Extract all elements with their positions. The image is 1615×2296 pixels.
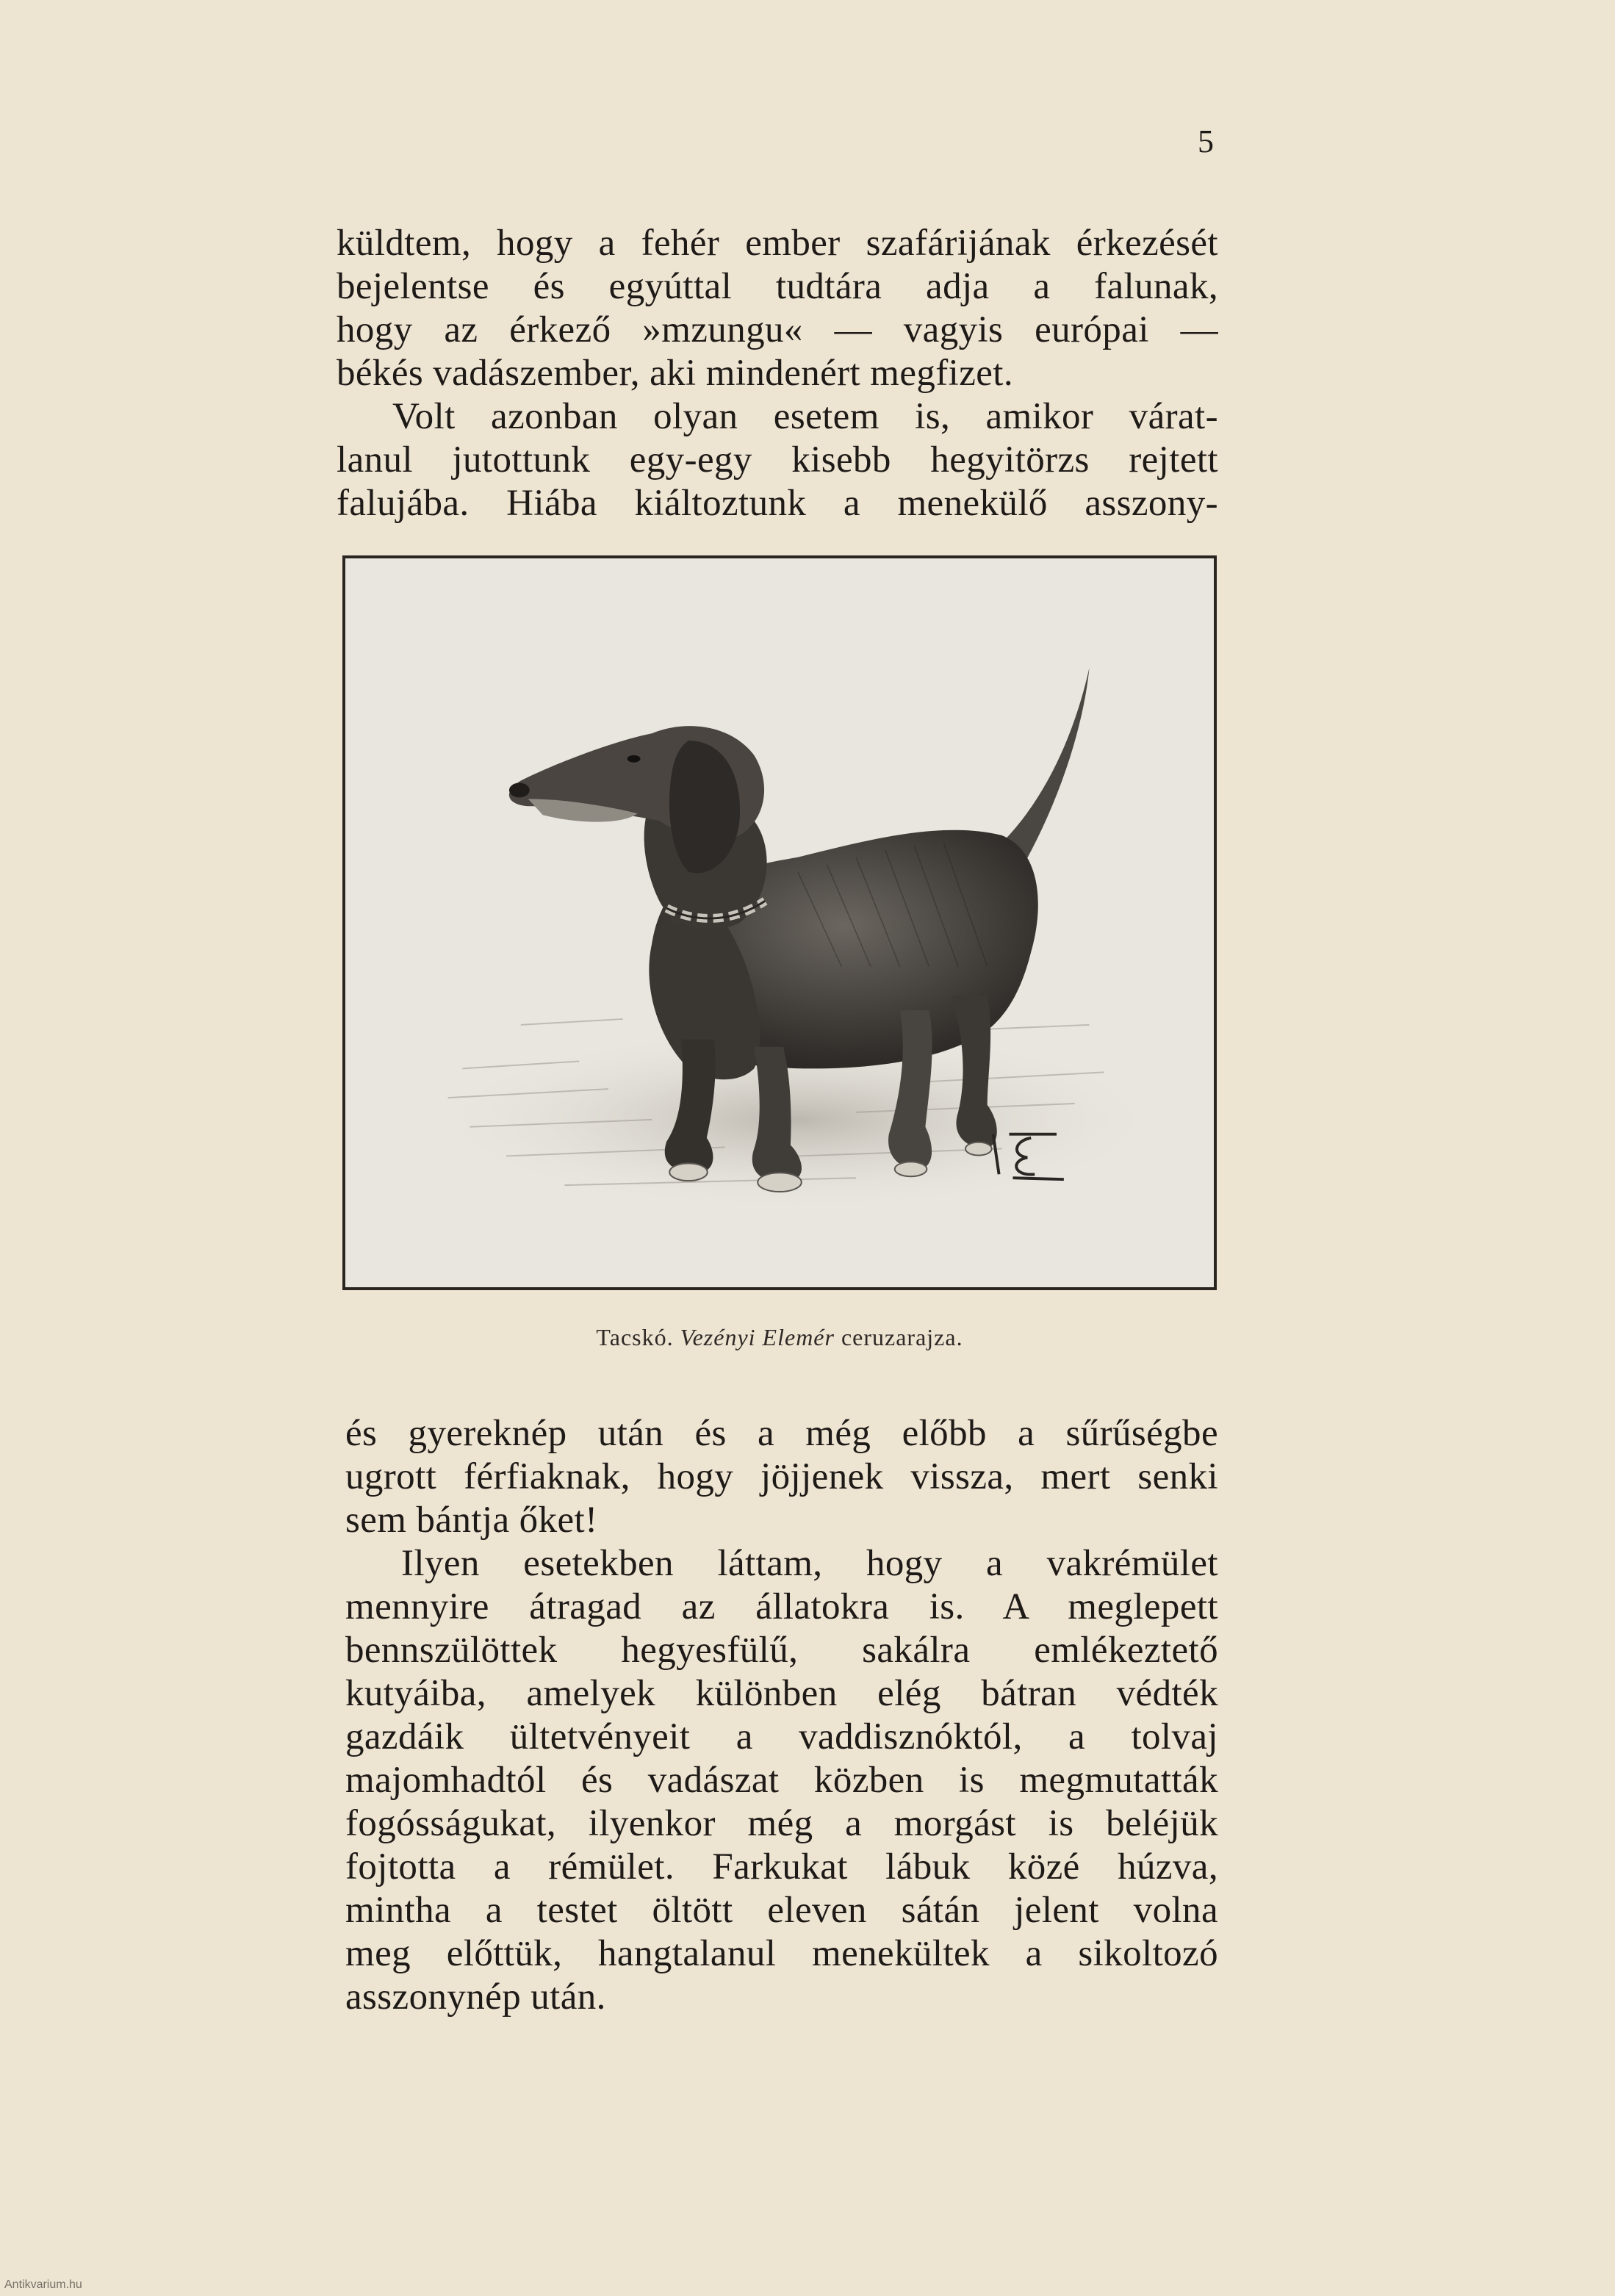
text-line: bennszülöttek hegyesfülű, sakálra emlékeztető [345, 1630, 1218, 1671]
bottom-paragraph [345, 1412, 1218, 2019]
top-paragraph [337, 222, 1218, 525]
text-line: gazdáik ültetvényeit a vaddisznóktól, a tolvaj [345, 1716, 1218, 1757]
text-line: lanul jutottunk egy-egy kisebb hegyitörzs rejtett [337, 439, 1218, 481]
text-line: fogósságukat, ilyenkor még a morgást is beléjük [345, 1803, 1218, 1844]
text-line: fojtotta a rémület. Farkukat lábuk közé húzva, [345, 1846, 1218, 1887]
text-line: hogy az érkező »mzungu« — vagyis európai — [337, 309, 1218, 350]
text-line: meg előttük, hangtalanul menekültek a sikoltozó [345, 1933, 1218, 1974]
text-line: Volt azonban olyan esetem is, amikor várat- [392, 396, 1218, 437]
text-line: Ilyen esetekben láttam, hogy a vakrémület [401, 1543, 1218, 1584]
caption-title: Tacskó. [596, 1324, 674, 1350]
text-line: majomhadtól és vadászat közben is megmutatták [345, 1760, 1218, 1801]
text-line: békés vadászember, aki mindenért megfizet. [337, 353, 1014, 394]
text-line: kutyáiba, amelyek különben elég bátran védték [345, 1673, 1218, 1714]
illustration-caption [342, 1322, 1217, 1352]
text-line: falujába. Hiába kiáltoztunk a menekülő asszony- [337, 483, 1218, 524]
caption-medium: ceruzarajza. [841, 1324, 963, 1350]
text-line: és gyereknép után és a még előbb a sűrűségbe [345, 1413, 1218, 1454]
dachshund-pencil-drawing [345, 558, 1214, 1287]
watermark: Antikvarium.hu [4, 2278, 82, 2291]
text-line: mintha a testet öltött eleven sátán jelent volna [345, 1890, 1218, 1931]
text-line: asszonynép után. [345, 1976, 606, 2018]
text-line: ugrott férfiaknak, hogy jöjjenek vissza, mert senki [345, 1456, 1218, 1497]
page-number: 5 [1198, 123, 1214, 159]
text-line: mennyire átragad az állatokra is. A meglepett [345, 1586, 1218, 1627]
text-line: bejelentse és egyúttal tudtára adja a falunak, [337, 266, 1218, 307]
illustration-frame [342, 555, 1217, 1290]
caption-artist: Vezényi Elemér [680, 1324, 835, 1350]
text-line: küldtem, hogy a fehér ember szafárijának érkezését [337, 223, 1218, 264]
text-line: sem bántja őket! [345, 1500, 598, 1541]
